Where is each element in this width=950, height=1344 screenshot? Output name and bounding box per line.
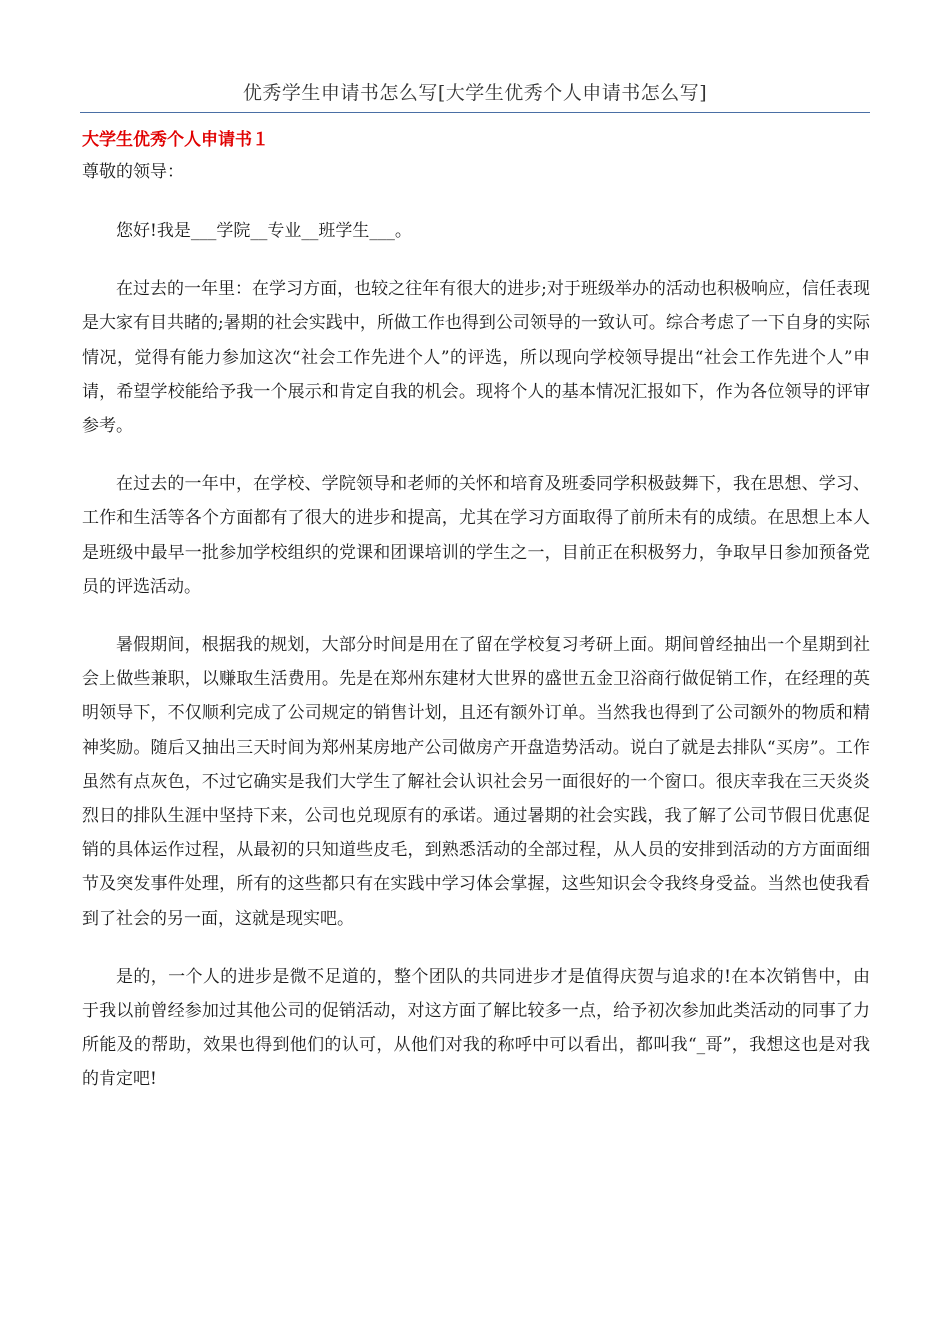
document-body (82, 126, 870, 1097)
salutation: 尊敬的领导： (82, 162, 184, 182)
paragraph-team-progress: 是的，一个人的进步是微不足道的，整个团队的共同进步才是值得庆贺与追求的!在本次销售中，由于我以前曾经参加过其他公司的促销活动，对这方面了解比较多一点，给予初次参加此类活动的同事了力所能及的帮助，效果也得到他们的认可，从他们对我的称呼中可以看出，都叫我“_哥”，我想这也是对我的肯定吧! (82, 966, 870, 1090)
page-header-title: 优秀学生申请书怎么写[大学生优秀个人申请书怎么写] (80, 80, 870, 113)
section-heading: 大学生优秀个人申请书１ (82, 130, 269, 150)
paragraph-greeting: 您好!我是___学院__专业__班学生___。 (116, 221, 412, 241)
paragraph-progress: 在过去的一年中，在学校、学院领导和老师的关怀和培育及班委同学积极鼓舞下，我在思想、学习、工作和生活等各个方面都有了很大的进步和提高，尤其在学习方面取得了前所未有的成绩。在思想上本人是班级中最早一批参加学校组织的党课和团课培训的学生之一，目前正在积极努力，争取早日参加预备党员的评选活动。 (82, 474, 870, 597)
paragraph-summer-practice: 暑假期间，根据我的规划，大部分时间是用在了留在学校复习考研上面。期间曾经抽出一个星期到社会上做些兼职，以赚取生活费用。先是在郑州东建材大世界的盛世五金卫浴商行做促销工作，在经理的英明领导下，不仅顺利完成了公司规定的销售计划，且还有额外订单。当然我也得到了公司额外的物质和精神奖励。随后又抽出三天时间为郑州某房地产公司做房产开盘造势活动。说白了就是去排队“买房”。工作虽然有点灰色，不过它确实是我们大学生了解社会认识社会另一面很好的一个窗口。很庆幸我在三天炎炎烈日的排队生涯中坚持下来，公司也兑现原有的承诺。通过暑期的社会实践，我了解了公司节假日优惠促销的具体运作过程，从最初的只知道些皮毛，到熟悉活动的全部过程，从人员的安排到活动的方方面面细节及突发事件处理，所有的这些都只有在实践中学习体会掌握，这些知识会令我终身受益。当然也使我看到了社会的另一面，这就是现实吧。 (82, 635, 870, 929)
paragraph-past-year: 在过去的一年里：在学习方面，也较之往年有很大的进步;对于班级举办的活动也积极响应，信任表现是大家有目共睹的;暑期的社会实践中，所做工作也得到公司领导的一致认可。综合考虑了一下自身的实际情况，觉得有能力参加这次“社会工作先进个人”的评选，所以现向学校领导提出“社会工作先进个人”申请，希望学校能给予我一个展示和肯定自我的机会。现将个人的基本情况汇报如下，作为各位领导的评审参考。 (82, 279, 870, 437)
